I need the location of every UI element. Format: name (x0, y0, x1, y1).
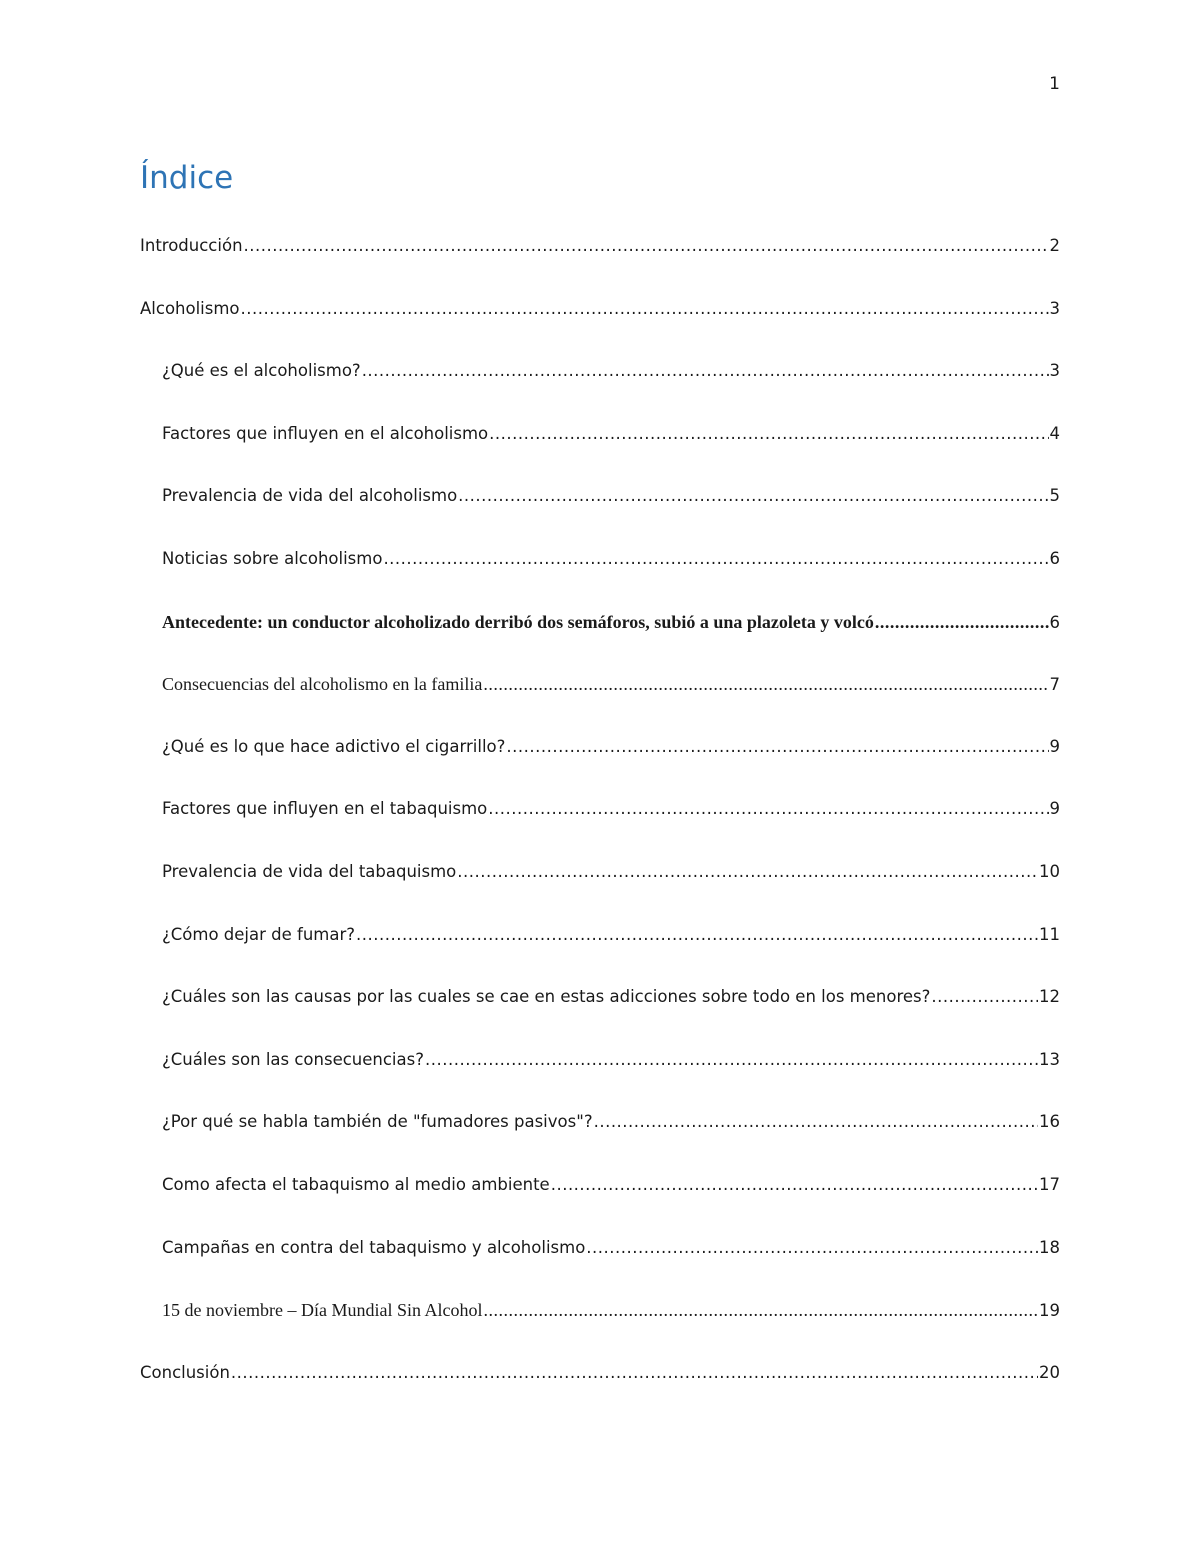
toc-entry-page-number: 10 (1039, 861, 1060, 881)
toc-dot-leader (875, 612, 1049, 633)
toc-dot-leader (425, 1050, 1038, 1069)
toc-entry-page-number: 3 (1049, 298, 1060, 318)
toc-entry-label: ¿Por qué se habla también de "fumadores pasivos"? (162, 1112, 593, 1132)
toc-entry[interactable] (140, 1363, 1060, 1426)
toc-entry-page-number: 6 (1049, 548, 1060, 568)
toc-entry-label: Factores que influyen en el tabaquismo (162, 799, 488, 819)
toc-entry-label: ¿Cuáles son las consecuencias? (162, 1049, 424, 1069)
toc-entry-label: Campañas en contra del tabaquismo y alcoholismo (162, 1237, 586, 1257)
toc-entry-page-number: 13 (1039, 1049, 1060, 1069)
table-of-contents (140, 236, 1060, 1425)
toc-dot-leader (931, 987, 1038, 1006)
toc-entry-page-number: 12 (1039, 987, 1060, 1007)
toc-entry[interactable] (140, 862, 1060, 925)
toc-entry-page-number: 3 (1049, 361, 1060, 381)
toc-entry-label: Introducción (140, 236, 243, 255)
toc-entry-page-number: 16 (1039, 1112, 1060, 1132)
toc-entry-page-number: 18 (1039, 1237, 1060, 1257)
toc-dot-leader (457, 862, 1038, 881)
toc-entry-label: ¿Cómo dejar de fumar? (162, 924, 355, 944)
toc-entry-label: ¿Cuáles son las causas por las cuales se cae en estas adicciones sobre todo en los menores? (162, 987, 931, 1007)
toc-dot-leader (241, 299, 1049, 318)
toc-entry[interactable] (140, 361, 1060, 424)
toc-entry[interactable] (140, 674, 1060, 737)
toc-dot-leader (488, 799, 1048, 818)
toc-entry-label: ¿Qué es lo que hace adictivo el cigarrillo? (162, 736, 506, 756)
toc-dot-leader (458, 486, 1048, 505)
toc-entry-label: Consecuencias del alcoholismo en la familia (162, 674, 483, 695)
toc-entry[interactable] (140, 799, 1060, 862)
toc-entry-page-number: 17 (1039, 1174, 1060, 1194)
toc-entry-page-number: 20 (1039, 1362, 1060, 1382)
toc-dot-leader (356, 925, 1038, 944)
toc-entry-label: 15 de noviembre – Día Mundial Sin Alcohol (162, 1300, 483, 1321)
toc-dot-leader (551, 1175, 1038, 1194)
toc-entry-page-number: 6 (1049, 612, 1060, 632)
toc-entry-label: Noticias sobre alcoholismo (162, 548, 383, 568)
toc-dot-leader (483, 674, 1048, 695)
toc-dot-leader (506, 737, 1048, 756)
toc-entry-page-number: 4 (1049, 423, 1060, 443)
toc-entry-page-number: 9 (1049, 799, 1060, 819)
toc-entry-label: Conclusión (140, 1362, 230, 1382)
toc-entry[interactable] (140, 1112, 1060, 1175)
toc-entry[interactable] (140, 612, 1060, 675)
toc-entry-label: Como afecta el tabaquismo al medio ambiente (162, 1174, 550, 1194)
toc-dot-leader (489, 424, 1048, 443)
toc-dot-leader (231, 1363, 1038, 1382)
toc-entry[interactable] (140, 549, 1060, 612)
toc-entry-label: Prevalencia de vida del tabaquismo (162, 861, 457, 881)
toc-entry[interactable] (140, 1300, 1060, 1363)
toc-entry[interactable] (140, 1175, 1060, 1238)
toc-entry[interactable] (140, 1238, 1060, 1301)
toc-entry-page-number: 11 (1039, 924, 1060, 944)
toc-dot-leader (594, 1112, 1038, 1131)
toc-entry-label: Antecedente: un conductor alcoholizado derribó dos semáforos, subió a una plazoleta y volcó (162, 611, 874, 632)
toc-dot-leader (362, 361, 1049, 380)
toc-dot-leader (383, 549, 1048, 568)
toc-entry[interactable] (140, 737, 1060, 800)
toc-entry-page-number: 7 (1049, 675, 1060, 695)
toc-entry-page-number: 2 (1049, 236, 1060, 255)
toc-entry[interactable] (140, 486, 1060, 549)
page-number: 1 (1049, 74, 1060, 94)
toc-entry[interactable] (140, 987, 1060, 1050)
toc-entry-label: Factores que influyen en el alcoholismo (162, 423, 489, 443)
toc-entry[interactable] (140, 299, 1060, 362)
toc-dot-leader (244, 236, 1049, 255)
toc-entry-page-number: 19 (1039, 1301, 1060, 1321)
toc-dot-leader (483, 1300, 1038, 1321)
page-title: Índice (140, 160, 234, 196)
toc-entry[interactable] (140, 424, 1060, 487)
toc-entry[interactable] (140, 1050, 1060, 1113)
toc-entry-label: ¿Qué es el alcoholismo? (162, 361, 361, 381)
toc-entry-page-number: 5 (1049, 486, 1060, 506)
toc-entry-page-number: 9 (1049, 736, 1060, 756)
toc-dot-leader (586, 1238, 1038, 1257)
toc-entry-label: Prevalencia de vida del alcoholismo (162, 486, 458, 506)
toc-entry[interactable] (140, 236, 1060, 299)
toc-entry-label: Alcoholismo (140, 298, 240, 318)
toc-entry[interactable] (140, 925, 1060, 988)
